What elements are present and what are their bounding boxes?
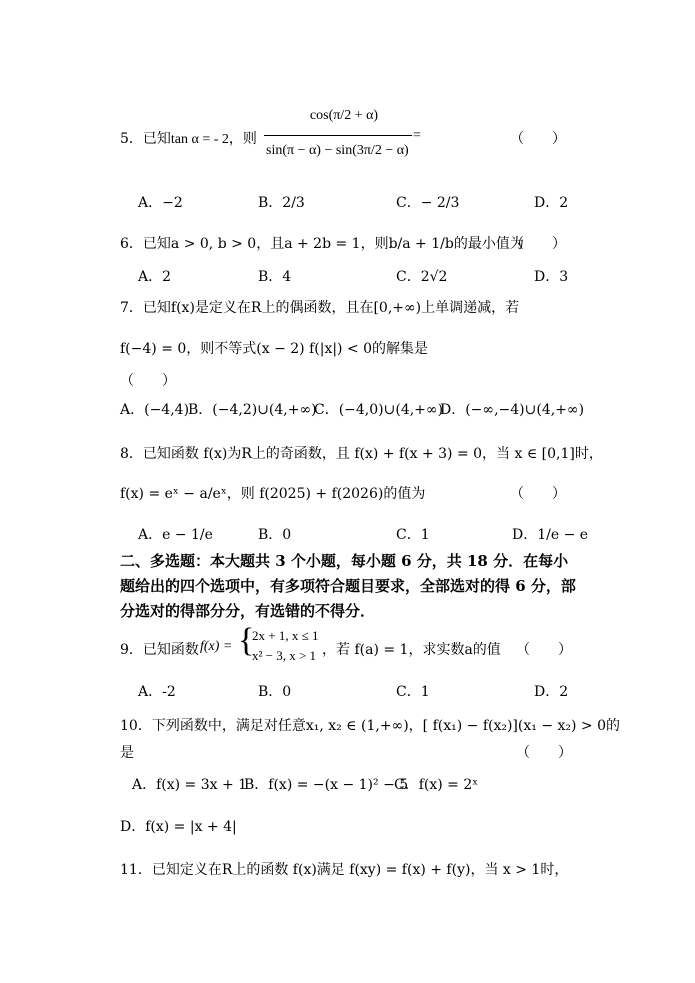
q9-case1: 2x + 1, x ≤ 1: [252, 628, 319, 643]
q10-line1: 10．下列函数中，满足对任意x₁, x₂ ∈ (1,+∞)，[ f(x₁) − f(x₂)](x₁ − x₂) > 0的: [120, 718, 621, 734]
q5-option-a: A．−2: [138, 195, 183, 211]
q5-option-b: B．2/3: [258, 195, 305, 211]
q8-option-d: D．1/e − e: [512, 527, 589, 543]
q5-option-c: C．− 2/3: [396, 195, 460, 211]
q5-answer-blank: （ ）: [510, 131, 566, 147]
q9-case2: x² − 3, x > 1: [252, 648, 317, 663]
q5-equals: =: [413, 128, 421, 143]
q9-option-b: B．0: [258, 684, 292, 700]
q8-option-b: B．0: [258, 527, 292, 543]
q8-option-c: C．1: [396, 527, 430, 543]
q8-line1: 8．已知函数 f(x)为R上的奇函数，且 f(x) + f(x + 3) = 0，当 x ∈ [0,1]时，: [120, 446, 603, 462]
q7-option-c: C．(−4,0)∪(4,+∞): [314, 402, 444, 418]
q6-option-a: A．2: [138, 269, 172, 285]
q8-answer-blank: （ ）: [510, 486, 566, 502]
q5-denominator: sin(π − α) − sin(3π/2 − α): [266, 143, 409, 158]
q9-stem-prefix: 9．已知函数: [120, 642, 199, 658]
q9-option-d: D．2: [534, 684, 569, 700]
q9-option-c: C．1: [396, 684, 430, 700]
q6-stem: 6．已知a > 0, b > 0，且a + 2b = 1，则b/a + 1/b的最小值为: [120, 236, 524, 252]
q9-answer-blank: （ ）: [516, 642, 572, 658]
q5-stem: [120, 128, 257, 148]
q5-stem-mid: ，则: [228, 131, 257, 147]
q9-stem-suffix: ，若 f(a) = 1，求实数a的值: [322, 642, 501, 658]
q7-line1: 7．已知f(x)是定义在R上的偶函数，且在[0,+∞)上单调递减，若: [120, 300, 520, 316]
q7-option-a: A．(−4,4): [120, 402, 190, 418]
q10-option-d: D．f(x) = |x + 4|: [120, 819, 237, 835]
q6-option-b: B．4: [258, 269, 292, 285]
q10-option-c: C．f(x) = 2ˣ: [394, 777, 479, 793]
q7-option-b: B．(−4,2)∪(4,+∞): [188, 402, 317, 418]
q6-option-c: C．2√2: [396, 269, 448, 285]
q10-answer-blank: （ ）: [516, 745, 572, 761]
q10-option-a: A．f(x) = 3x + 1: [132, 777, 248, 793]
q5-stem-prefix: 5．已知: [120, 131, 171, 147]
q9-brace: {: [238, 622, 255, 659]
q8-option-a: A．e − 1/e: [138, 527, 213, 543]
q7-answer-blank: （ ）: [120, 373, 176, 389]
q7-line2: f(−4) = 0，则不等式(x − 2) f(|x|) < 0的解集是: [120, 341, 429, 357]
q5-condition: tan α = - 2: [170, 132, 229, 147]
q5-fraction-bar: [264, 135, 412, 136]
q10-line2: 是: [120, 745, 134, 761]
q10-option-b: B．f(x) = −(x − 1)² − 5: [244, 777, 409, 793]
section2-heading: 二、多选题：本大题共 3 个小题，每小题 6 分，共 18 分．在每小题给出的四个选项中，有多项符合题目要求，全部选对的得 6 分，部分选对的得部分分，有选错的不得分．: [120, 552, 576, 620]
q6-option-d: D．3: [534, 269, 569, 285]
q8-line2: f(x) = eˣ − a/eˣ，则 f(2025) + f(2026)的值为: [120, 486, 426, 502]
q9-fx: f(x) =: [200, 639, 233, 654]
q11-line1: 11．已知定义在R上的函数 f(x)满足 f(xy) = f(x) + f(y)，当 x > 1时，: [120, 862, 569, 878]
q7-option-d: D．(−∞,−4)∪(4,+∞): [440, 402, 585, 418]
q9-option-a: A．-2: [138, 684, 176, 700]
q5-numerator: cos(π/2 + α): [309, 108, 379, 123]
q6-answer-blank: （ ）: [510, 236, 566, 252]
q5-option-d: D．2: [534, 195, 569, 211]
